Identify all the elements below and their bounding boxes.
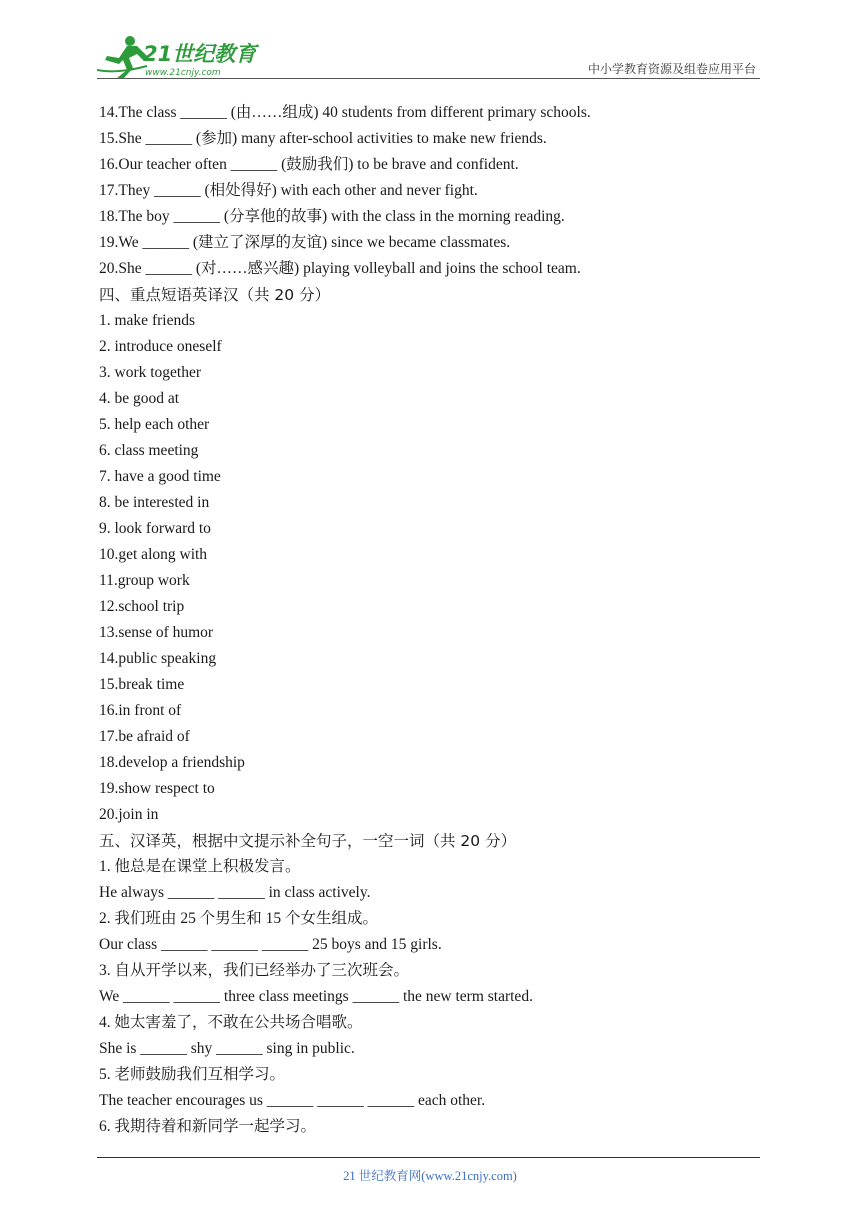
runner-icon [97, 36, 147, 78]
text-line: 19.show respect to [99, 780, 215, 797]
text-line: 12.school trip [99, 598, 185, 615]
text-line: 6. class meeting [99, 442, 199, 459]
text-line: We ______ ______ three class meetings ______ the new term started. [99, 988, 533, 1005]
text-line: 1. make friends [99, 312, 195, 329]
text-line: 17.be afraid of [99, 728, 190, 745]
text-line: 15.break time [99, 676, 185, 693]
text-line: 11.group work [99, 572, 190, 589]
chinese-prompt: 4. 她太害羞了，不敢在公共场合唱歌。 [99, 1014, 363, 1031]
text-line: She is ______ shy ______ sing in public. [99, 1040, 355, 1057]
text-line: 13.sense of humor [99, 624, 214, 641]
chinese-prompt: 1. 他总是在课堂上积极发言。 [99, 858, 301, 875]
text-line: 2. introduce oneself [99, 338, 222, 355]
chinese-prompt: 6. 我期待着和新同学一起学习。 [99, 1118, 317, 1135]
text-line: 9. look forward to [99, 520, 211, 537]
text-line: 18.The boy ______ (分享他的故事) with the class in the morning reading. [99, 208, 565, 225]
chinese-prompt: 5. 老师鼓励我们互相学习。 [99, 1066, 286, 1083]
text-line: He always ______ ______ in class actively. [99, 884, 371, 901]
text-line: Our class ______ ______ ______ 25 boys and 15 girls. [99, 936, 442, 953]
text-line: 7. have a good time [99, 468, 221, 485]
text-line: 8. be interested in [99, 494, 210, 511]
page-header [97, 30, 760, 80]
text-line: 15.She ______ (参加) many after-school activities to make new friends. [99, 130, 547, 147]
logo-url: www.21cnjy.com [145, 68, 221, 78]
logo-text: 21世纪教育 [143, 42, 257, 66]
text-line: 17.They ______ (相处得好) with each other and never fight. [99, 182, 478, 199]
text-line: 10.get along with [99, 546, 208, 563]
header-divider [97, 78, 760, 79]
section-heading: 五、汉译英，根据中文提示补全句子，一空一词（共 20 分） [99, 832, 517, 850]
text-line: The teacher encourages us ______ ______ ______ each other. [99, 1092, 486, 1109]
text-line: 20.join in [99, 806, 159, 823]
text-line: 19.We ______ (建立了深厚的友谊) since we became classmates. [99, 234, 511, 251]
text-line: 4. be good at [99, 390, 180, 407]
section-heading: 四、重点短语英译汉（共 20 分） [99, 286, 331, 304]
text-line: 5. help each other [99, 416, 210, 433]
text-line: 14.The class ______ (由……组成) 40 students from different primary schools. [99, 104, 591, 121]
header-platform-text: 中小学教育资源及组卷应用平台 [587, 62, 756, 76]
text-line: 16.Our teacher often ______ (鼓励我们) to be brave and confident. [99, 156, 519, 173]
text-line: 18.develop a friendship [99, 754, 245, 771]
chinese-prompt: 2. 我们班由 25 个男生和 15 个女生组成。 [99, 910, 379, 927]
text-line: 20.She ______ (对……感兴趣) playing volleyball and joins the school team. [99, 260, 581, 277]
logo [97, 34, 267, 78]
footer-divider [97, 1157, 760, 1158]
footer-text: 21 世纪教育网(www.21cnjy.com) [343, 1169, 517, 1183]
text-line: 3. work together [99, 364, 202, 381]
text-line: 14.public speaking [99, 650, 217, 667]
text-line: 16.in front of [99, 702, 182, 719]
chinese-prompt: 3. 自从开学以来，我们已经举办了三次班会。 [99, 962, 410, 979]
document-body [99, 100, 760, 1140]
